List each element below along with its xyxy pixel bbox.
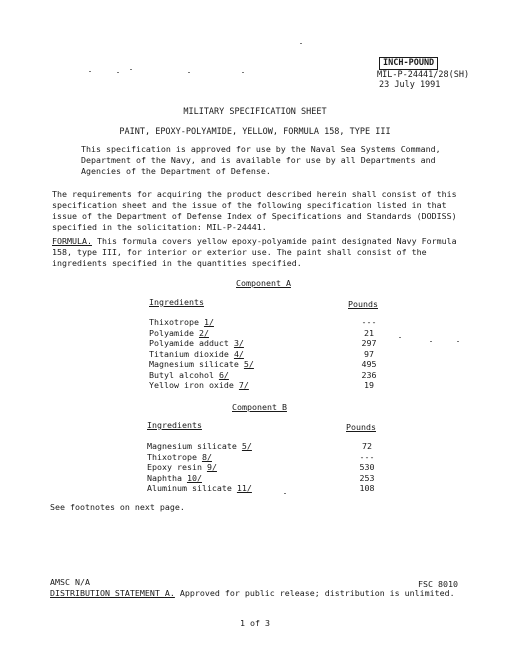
ingredient-name: Magnesium silicate 5/ [147, 441, 252, 451]
distribution-label: DISTRIBUTION STATEMENT A. [50, 588, 175, 598]
table-row [149, 328, 389, 339]
table-row [149, 380, 389, 391]
fsc-label: FSC 8010 [418, 579, 458, 589]
ingredient-pounds: 97 [364, 348, 374, 359]
ingredient-name: Magnesium silicate 5/ [149, 359, 254, 369]
sheet-title: MILITARY SPECIFICATION SHEET [183, 107, 327, 117]
ingredient-name: Naphtha 10/ [147, 472, 202, 483]
scan-speck [457, 341, 459, 342]
component-a-col-pounds: Pounds [348, 299, 378, 309]
scan-speck [399, 337, 401, 338]
ingredient-name: Butyl alcohol 6/ [149, 369, 229, 380]
table-row [149, 359, 389, 370]
component-b-heading: Component B [232, 402, 287, 412]
ingredient-pounds: 19 [364, 380, 374, 390]
table-row [149, 349, 389, 360]
document-date: 23 July 1991 [379, 80, 441, 90]
inch-pound-badge: INCH-POUND [379, 57, 438, 70]
subject-title: PAINT, EPOXY-POLYAMIDE, YELLOW, FORMULA 158, TYPE III [119, 127, 391, 137]
table-row [149, 317, 389, 328]
requirements-paragraph: The requirements for acquiring the product described herein shall consist of this specification sheet and the issue of the following specification listed in that issue of the Department of Defense Index of Specifications and Standards (DODISS) specified in the solicitation: MIL-P-24441. [52, 189, 457, 232]
ingredient-name: Thixotrope 8/ [147, 451, 212, 462]
scan-speck [130, 69, 132, 70]
ingredient-name: Polyamide adduct 3/ [149, 338, 244, 348]
scan-speck [188, 72, 190, 73]
ingredient-name: Aluminum silicate 11/ [147, 483, 252, 493]
formula-label: FORMULA. [52, 236, 92, 246]
ingredient-pounds: 108 [359, 483, 375, 493]
component-b-col-ingredients: Ingredients [147, 420, 202, 430]
table-row [147, 462, 387, 473]
ingredient-pounds: --- [359, 451, 375, 462]
distribution-statement [50, 588, 455, 599]
distribution-text: Approved for public release; distribution is unlimited. [179, 588, 455, 598]
formula-text: This formula covers yellow epoxy-polyamide paint designated Navy Formula 158, type III, for interior or exterior use. The paint shall consist of the ingredients specified in the quantities specified. [52, 236, 457, 268]
table-row [147, 473, 387, 484]
ingredient-name: Yellow iron oxide 7/ [149, 380, 249, 390]
scan-speck [242, 72, 244, 73]
table-row [149, 338, 389, 349]
ingredient-pounds: 236 [361, 369, 377, 380]
ingredient-name: Polyamide 2/ [149, 327, 209, 338]
table-row [149, 370, 389, 381]
ingredient-pounds: 495 [361, 359, 377, 369]
component-a-table [149, 317, 389, 391]
table-row [147, 441, 387, 452]
formula-paragraph [52, 236, 472, 269]
component-b-table [147, 441, 387, 494]
ingredient-pounds: 21 [364, 327, 374, 338]
ingredient-name: Thixotrope 1/ [149, 317, 214, 327]
ingredient-name: Epoxy resin 9/ [147, 462, 217, 472]
amsc-label: AMSC N/A [50, 577, 90, 587]
document-number: MIL-P-24441/28(SH) [377, 70, 470, 80]
ingredient-pounds: 253 [359, 472, 375, 483]
ingredient-pounds: --- [361, 317, 377, 327]
component-a-heading: Component A [236, 278, 291, 288]
scan-speck [430, 341, 432, 342]
scan-speck [89, 71, 91, 72]
table-row [147, 452, 387, 463]
component-b-col-pounds: Pounds [346, 422, 376, 432]
approval-paragraph: This specification is approved for use by the Naval Sea Systems Command, Department of the Navy, and is available for use by all Departments and Agencies of the Department of Defense. [81, 144, 441, 176]
scan-speck [117, 72, 119, 73]
component-a-col-ingredients: Ingredients [149, 297, 204, 307]
ingredient-name: Titanium dioxide 4/ [149, 348, 244, 359]
table-row [147, 483, 387, 494]
page-number: 1 of 3 [240, 618, 270, 628]
ingredient-pounds: 530 [359, 462, 375, 472]
ingredient-pounds: 72 [362, 441, 372, 451]
footnote-reference: See footnotes on next page. [50, 502, 185, 512]
ingredient-pounds: 297 [361, 338, 377, 348]
scan-speck [300, 43, 302, 44]
